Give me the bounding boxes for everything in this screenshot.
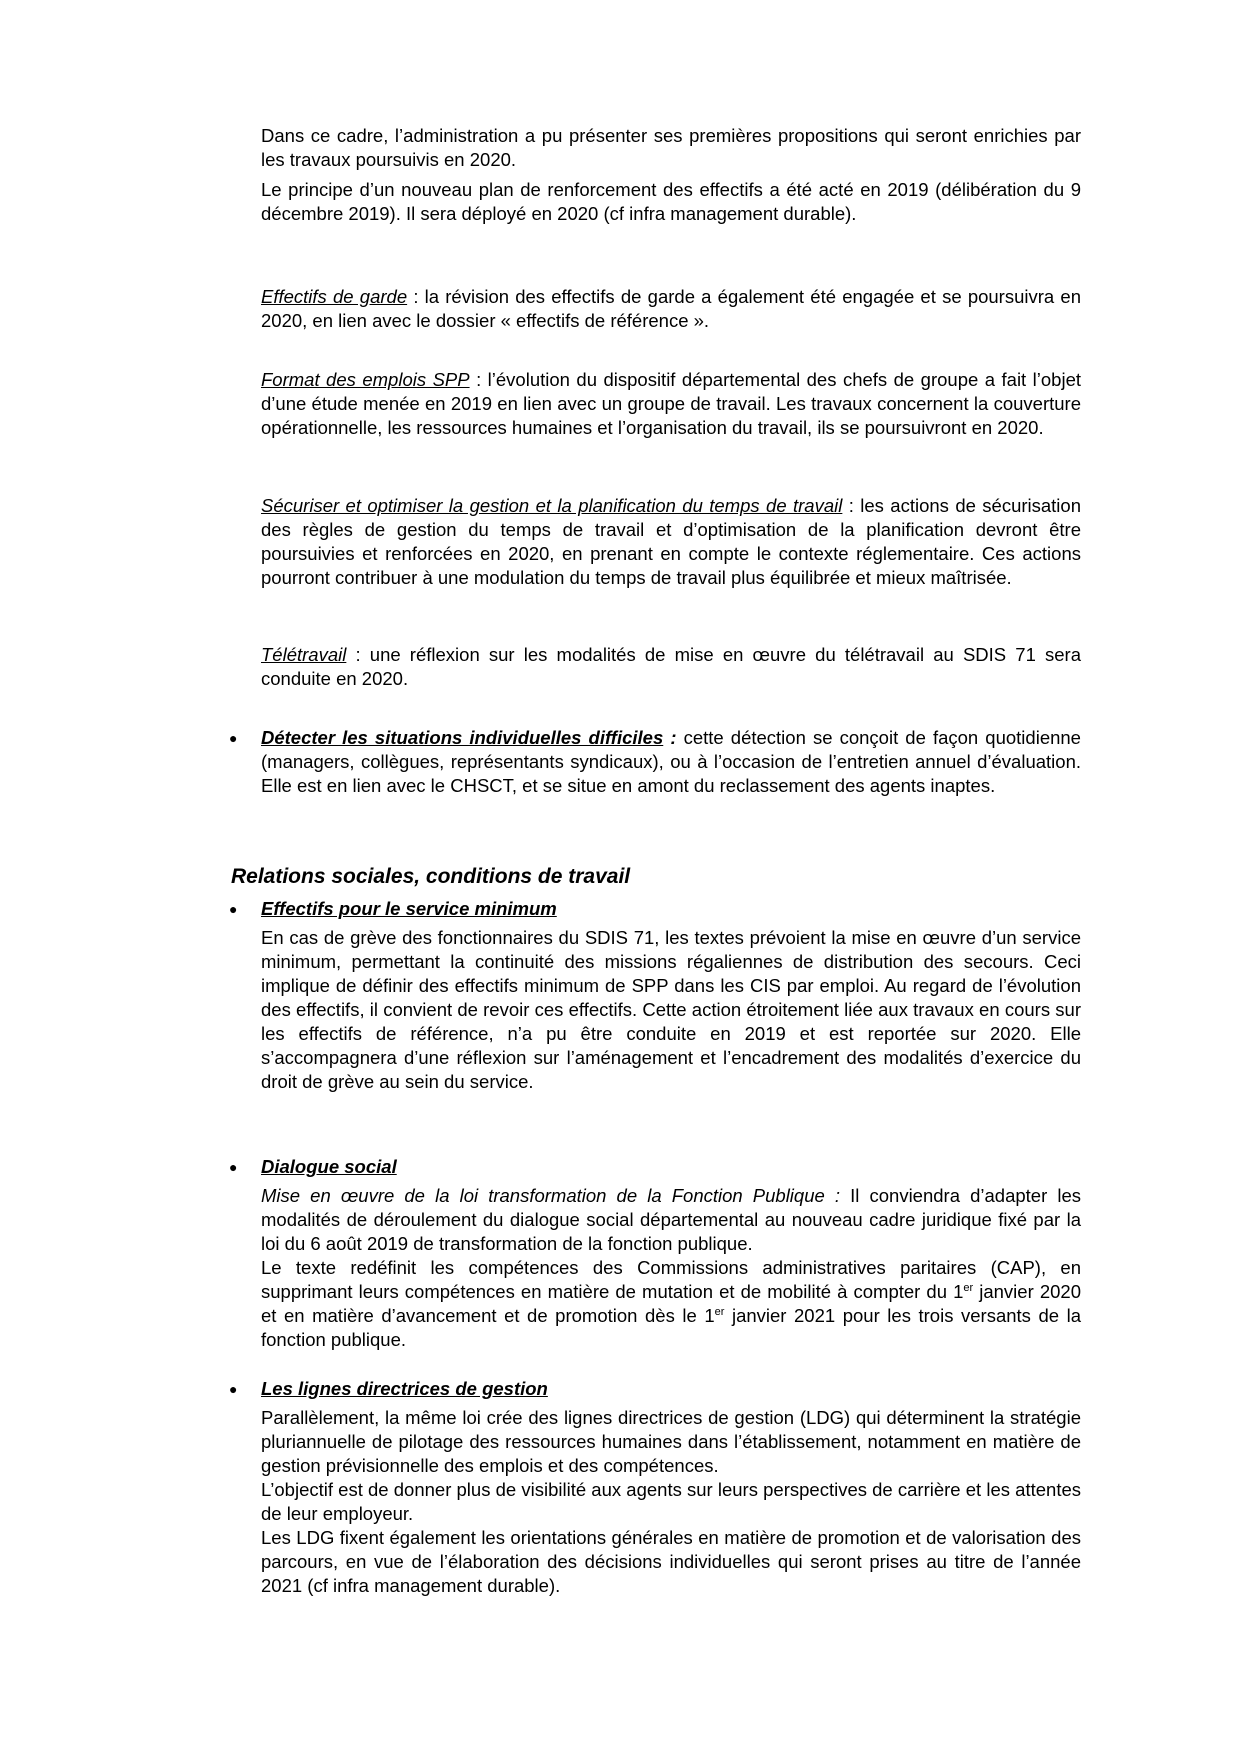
securiser-label: Sécuriser et optimiser la gestion et la planification du temps de travail (261, 495, 843, 516)
paragraph-intro: Dans ce cadre, l’administration a pu présenter ses premières propositions qui seront enrichies par les travaux poursuivis en 2020. (261, 125, 1081, 170)
detecter-text: cette détection se conçoit de façon quotidienne (managers, collègues, représentants syndicaux), ou à l’occasion de l’entretien annuel d’évaluation. Elle est en lien avec le CHSCT, et se situe en amont du reclassement des agents inaptes. (261, 727, 1081, 796)
paragraph-format-emplois (261, 368, 1081, 440)
paragraph-effectifs-garde (261, 285, 1081, 333)
effectifs-garde-label: Effectifs de garde (261, 286, 408, 307)
bullet-ldg: ● (229, 1381, 238, 1397)
effectifs-garde-text: : la révision des effectifs de garde a également été engagée et se poursuivra en 2020, en lien avec le dossier « effectifs de référence ». (261, 286, 1081, 331)
securiser-text: : les actions de sécurisation des règles de gestion du temps de travail et d’optimisation de la planification devront être poursuivies et renforcées en 2020, en prenant en compte le contexte réglementaire. Ces actions pourront contribuer à une modulation du temps de travail plus équilibrée et mieux maîtrisée. (261, 495, 1081, 588)
teletravail-label: Télétravail (261, 644, 347, 665)
format-emplois-text: : l’évolution du dispositif départemental des chefs de groupe a fait l’objet d’une étude menée en 2019 en lien avec un groupe de travail. Les travaux concernent la couverture opérationnelle, les ressources humaines et l’organisation du travail, ils se poursuivront en 2020. (261, 369, 1081, 438)
cap-text-b: janvier 2020 et en matière d’avancement et de promotion dès le 1 (261, 1281, 1081, 1326)
format-emplois-label: Format des emplois SPP (261, 369, 470, 390)
paragraph-ldg-2: L’objectif est de donner plus de visibilité aux agents sur leurs perspectives de carrière et les attentes de leur employeur. (261, 1479, 1081, 1524)
bullet-service-minimum: ● (229, 901, 238, 917)
bullet-dialogue-social: ● (229, 1159, 238, 1175)
paragraph-teletravail (261, 643, 1081, 691)
teletravail-text: : une réflexion sur les modalités de mise en œuvre du télétravail au SDIS 71 sera conduite en 2020. (261, 644, 1081, 689)
heading-dialogue-social: Dialogue social (261, 1156, 397, 1177)
detecter-colon: : (663, 727, 677, 748)
section-title: Relations sociales, conditions de travail (231, 865, 631, 888)
bullet-detecter: ● (229, 730, 238, 746)
dialogue-social-intro-text: Il conviendra d’adapter les modalités de déroulement du dialogue social départemental au nouveau cadre juridique fixé par la loi du 6 août 2019 de transformation de la fonction publique. (261, 1185, 1081, 1254)
paragraph-dialogue-social-cap (261, 1256, 1081, 1352)
heading-service-minimum: Effectifs pour le service minimum (261, 898, 557, 919)
dialogue-social-intro-italic: Mise en œuvre de la loi transformation de la Fonction Publique : (261, 1185, 841, 1206)
paragraph-detecter (261, 726, 1081, 798)
detecter-label: Détecter les situations individuelles difficiles (261, 727, 664, 748)
paragraph-dialogue-social-intro (261, 1184, 1081, 1256)
paragraph-plan-renforcement: Le principe d’un nouveau plan de renforcement des effectifs a été acté en 2019 (délibération du 9 décembre 2019). Il sera déployé en 2020 (cf infra management durable). (261, 179, 1081, 224)
paragraph-ldg-3: Les LDG fixent également les orientations générales en matière de promotion et de valorisation des parcours, en vue de l’élaboration des décisions individuelles qui seront prises au titre de l’année 2021 (cf infra management durable). (261, 1527, 1081, 1596)
paragraph-service-minimum: En cas de grève des fonctionnaires du SDIS 71, les textes prévoient la mise en œuvre d’un service minimum, permettant la continuité des missions régaliennes de distribution des secours. Ceci implique de définir des effectifs minimum de SPP dans les CIS par emploi. Au regard de l’évolution des effectifs, il convient de revoir ces effectifs. Cette action étroitement liée aux travaux en cours sur les effectifs de référence, n’a pu être conduite en 2019 et est reportée sur 2020. Elle s’accompagnera d’une réflexion sur l’aménagement et l’encadrement des modalités d’exercice du droit de grève au sein du service. (261, 927, 1081, 1092)
cap-text-a: Le texte redéfinit les compétences des Commissions administratives paritaires (CAP), en supprimant leurs compétences en matière de mutation et de mobilité à compter du 1 (261, 1257, 1081, 1302)
paragraph-securiser (261, 494, 1081, 590)
heading-ldg: Les lignes directrices de gestion (261, 1378, 548, 1399)
paragraph-ldg-1: Parallèlement, la même loi crée des lignes directrices de gestion (LDG) qui déterminent la stratégie pluriannuelle de pilotage des ressources humaines dans l’établissement, notamment en matière de gestion prévisionnelle des emplois et des compétences. (261, 1407, 1081, 1476)
cap-text-c: janvier 2021 pour les trois versants de la fonction publique. (261, 1305, 1081, 1350)
superscript-er: er (714, 1305, 725, 1318)
superscript-er: er (963, 1281, 974, 1294)
